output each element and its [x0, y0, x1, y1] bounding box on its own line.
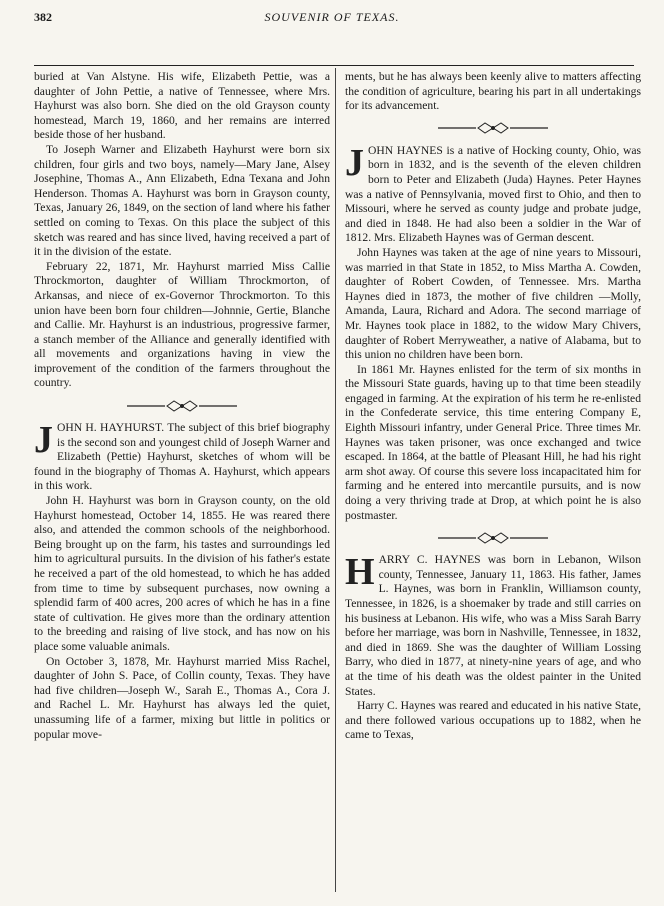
drop-cap: J	[34, 419, 53, 462]
drop-cap: H	[345, 551, 375, 594]
section-ornament	[345, 527, 641, 547]
right-column	[345, 70, 641, 743]
column-divider	[335, 68, 336, 892]
paragraph: John Haynes was taken at the age of nine years to Missouri, was married in that State in 1852, to Miss Martha A. Cowden, daughter of Robert Cowden, of Tennessee. Mrs. Martha Haynes died in 1873, the mother of five children —Molly, Amanda, Laura, Richard and Adora. The second marriage of Mr. Haynes took place in 1882, to the widow Mary Chivers, daughter of Robert Merryweather, a native of Alabama, but to this union no children have been born.	[345, 245, 641, 362]
lead-paragraph: OHN HAYNES is a native of Hocking county, Ohio, was born in 1832, and is the seventh of the eleven children born to Peter and Elizabeth (Juda) Haynes. Peter Haynes was a native of Pennsylvania, moved first to Ohio, and then to Missouri, where he served as county judge and probate judge, and died in 1848. He had also been a soldier in the War of 1812. Mrs. Elizabeth Haynes was of German descent.	[345, 143, 641, 245]
biography-john-h-hayhurst	[34, 421, 330, 494]
lead-paragraph: OHN H. HAYHURST. The subject of this brief biography is the second son and youngest child of Joseph Warner and Elizabeth (Pettie) Hayhurst, sketches of whom will be found in the biography of Thomas A. Hayhurst, which appears in this work.	[34, 421, 330, 493]
running-head: SOUVENIR OF TEXAS.	[264, 10, 400, 24]
left-column	[34, 70, 330, 742]
lead-paragraph: ARRY C. HAYNES was born in Lebanon, Wilson county, Tennessee, January 11, 1863. His father, James L. Haynes, was born in Franklin, Williamson county, Tennessee, in 1826, is a shoemaker by trade and still carries on his business at Lebanon. His wife, who was a Miss Sarah Barry before her marriage, was born in Nashville, Tennessee, in 1832, and died in 1869. She was the daughter of William Lossing Barry, who died in 1877, at ninety-nine years of age, and who at the time of his death was the oldest painter in the United States.	[345, 553, 641, 698]
page-number: 382	[34, 10, 52, 24]
paragraph: ments, but he has always been keenly alive to matters affecting the condition of agriculture, bearing his part in all undertakings for its advancement.	[345, 70, 641, 113]
biography-john-haynes	[345, 141, 641, 246]
paragraph: buried at Van Alstyne. His wife, Elizabeth Pettie, was a daughter of John Pettie, a native of Tennessee, where Mrs. Hayhurst was also born. She died on the old Grayson county homestead, March 19, 1860, and her remains are interred beside those of her husband.	[34, 70, 330, 142]
paragraph: To Joseph Warner and Elizabeth Hayhurst were born six children, four girls and two boys, namely—Mary Jane, Alsey Josephine, Thomas A., Ann Elizabeth, Edna Texana and John Henderson. Thomas A. Hayhurst was born in Grayson county, Texas, January 26, 1849, on the section of land where his father settled on coming to Texas. On this place the subject of this sketch was reared and has since lived, having received a part of it in the division of the estate.	[34, 142, 330, 259]
section-ornament	[34, 395, 330, 415]
paragraph: John H. Hayhurst was born in Grayson county, on the old Hayhurst homestead, October 14, 1855. He was reared there also, and attended the common schools of the neighborhood. Being brought up on the farm, his tastes and surroundings led him to agricultural pursuits. In the division of his father's estate he received a part of the old homestead, to which he has added from time to time by subsequent purchases, now owning a splendid farm of 400 acres, 200 acres of which he has in a fine state of cultivation. He gives more than the ordinary attention to the breeding and raising of live stock, and has now on his place some valuable animals.	[34, 494, 330, 653]
header-rule	[34, 65, 634, 66]
paragraph: In 1861 Mr. Haynes enlisted for the term of six months in the Missouri State guards, having up to that time been steadily engaged in farming. At the expiration of his term he re-enlisted in the Confederate service, this time entering Company E, Eighth Missouri infantry, under General Price. Three times Mr. Haynes was taken prisoner, was once exchanged and twice escaped. In 1864, at the battle of Pleasant Hill, he had his right arm shot away. Of course this severe loss incapacitated him for farming and he entered into mercantile pursuits, and is now doing a very thriving trade at Drop, at which point he is also postmaster.	[345, 362, 641, 522]
drop-cap: J	[345, 141, 364, 184]
biography-harry-c-haynes	[345, 553, 641, 699]
paragraph: February 22, 1871, Mr. Hayhurst married Miss Callie Throckmorton, daughter of William Throckmorton, of Arkansas, and niece of ex-Governor Throckmorton. To this union have been born four children—Johnnie, Gertie, Blanche and Callie. Mr. Hayhurst is an industrious, progressive farmer, a stanch member of the Alliance and generally identified with all movements and organizations having in view the improvement of the condition of the farmers throughout the country.	[34, 259, 330, 390]
paragraph: On October 3, 1878, Mr. Hayhurst married Miss Rachel, daughter of John S. Pace, of Collin county, Texas. They have had five children—Joseph W., Sarah E., Thomas A., Cora J. and Rachel L. Mr. Hayhurst has always led the quiet, unassuming life of a farmer, mixing but little in politics or popular move-	[34, 654, 330, 741]
paragraph: Harry C. Haynes was reared and educated in his native State, and there followed various occupations up to 1882, when he came to Texas,	[345, 699, 641, 742]
section-ornament	[345, 118, 641, 138]
